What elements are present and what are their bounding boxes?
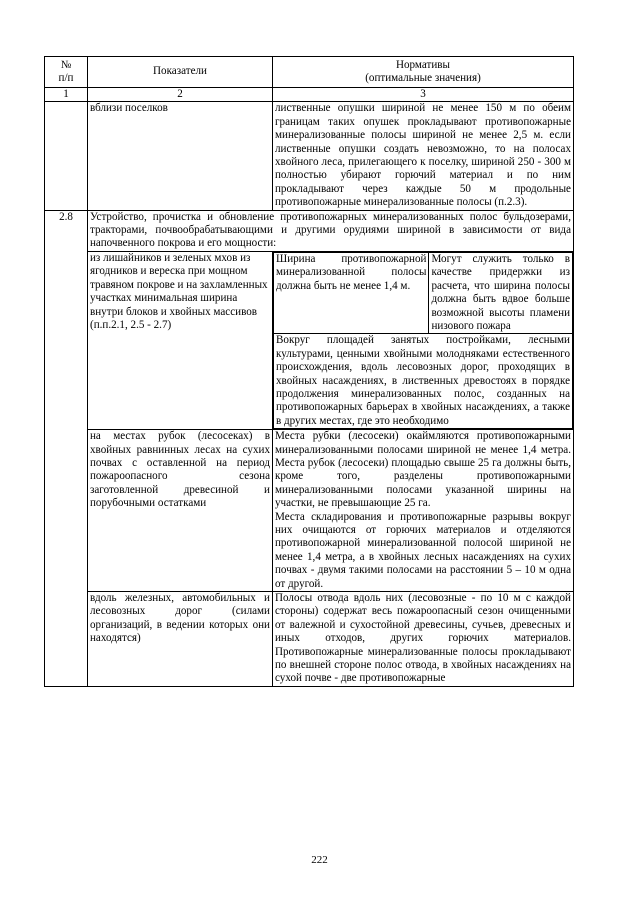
column-number-1: 1: [45, 88, 88, 102]
item-2-8-title-row: [45, 210, 574, 251]
item-2-8-sub3-row: [45, 592, 574, 687]
continued-number-cell: [45, 102, 88, 210]
header-norms-line2: (оптимальные значения): [365, 72, 481, 84]
page-number: 222: [311, 854, 328, 866]
norms-table: [44, 56, 574, 687]
sub1-norm-right: Могут служить только в качестве придержки из расчета, что ширина полосы должна быть вдвое больше возможной высоты пламени низового пожара: [429, 252, 573, 333]
header-indicators: Показатели: [153, 65, 207, 78]
item-2-8-sub1-row: [45, 251, 574, 429]
header-row: [45, 57, 574, 88]
header-norms-cell: [273, 57, 574, 88]
sub1-norm-left: Ширина противопожарной минерализованной полосы должна быть не менее 1,4 м.: [274, 252, 429, 333]
sub2-norm-cell: [273, 430, 574, 592]
sub2-indicator: на местах рубок (лесосеках) в хвойных равнинных лесах на сухих почвах с оставленной на период пожароопасного сезона заготовленной древесиной и порубочными остатками: [88, 430, 273, 592]
continued-indicator: вблизи поселков: [88, 102, 273, 210]
sub1-norm-top-row: [274, 252, 573, 333]
column-number-3: 3: [273, 88, 574, 102]
sub1-norm-bottom: Вокруг площадей занятых постройками, лесными культурами, ценными хвойными молодняками естественного происхождения, вдоль лесовозных дорог, проходящих в хвойных насаждениях, в лиственных древостоях в порядке продолжения минерализованных полос, созданных на противопожарных барьерах в хвойных насаждениях, а также в других местах, где это необходимо: [274, 334, 573, 429]
item-2-8-number: 2.8: [45, 210, 88, 686]
item-2-8-title: Устройство, прочистка и обновление противопожарных минерализованных полос бульдозерами, тракторами, почвообрабатывающими и другими орудиями шириной в зависимости от вида напочвенного покрова и его мощности:: [88, 210, 574, 251]
sub2-norm-paragraph-2: Места складирования и противопожарные разрывы вокруг них очищаются от горючих материалов и отделяются противопожарной минерализованной полосой шириной не менее 1,4 метра, а в хвойных лесных насаждениях на сухих почвах - двумя такими полосами на расстоянии 5 – 10 м одна от другой.: [275, 510, 571, 590]
column-number-2: 2: [88, 88, 273, 102]
item-2-8-sub2-row: [45, 430, 574, 592]
header-number-cell: [45, 57, 88, 88]
header-number-line2: п/п: [58, 72, 74, 84]
continued-norm: лиственные опушки шириной не менее 150 м по обеим границам таких опушек прокладывают противопожарные минерализованные полосы шириной не менее 2,5 м. если лиственные опушки создать невозможно, то на полосах хвойного леса, прилегающего к поселку, шириной 250 - 300 м полностью убирают горючий материал и по ним прокладывают через каждые 50 м продольные противопожарные минерализованные полосы (п.2.3).: [273, 102, 574, 210]
sub1-norm-bottom-row: [274, 334, 573, 429]
sub1-norm-split: [273, 252, 573, 429]
header-number-line1: №: [60, 58, 72, 71]
header-indicators-cell: [88, 57, 273, 88]
header-norms-line1: Нормативы: [396, 58, 450, 71]
continued-row: [45, 102, 574, 210]
sub3-indicator: вдоль железных, автомобильных и лесовозных дорог (силами организаций, в ведении которых они находятся): [88, 592, 273, 687]
sub3-norm: Полосы отвода вдоль них (лесовозные - по 10 м с каждой стороны) содержат весь пожароопасный сезон очищенными от валежной и сухостойной древесины, сучьев, древесных и иных отходов, других горючих материалов. Противопожарные минерализованные полосы прокладывают по внешней стороне полос отвода, в хвойных насаждениях на сухой почве - две противопожарные: [273, 592, 574, 687]
sub1-indicator: из лишайников и зеленых мхов из ягодников и вереска при мощном травяном покрове и на захламленных участках минимальная ширина внутри блоков и хвойных массивов (п.п.2.1, 2.5 - 2.7): [88, 251, 273, 429]
sub2-norm-paragraph-1: Места рубки (лесосеки) окаймляются противопожарными минерализованными полосами шириной не менее 1,4 метра. Места рубок (лесосеки) площадью свыше 25 га должны быть, кроме того, разделены противопожарными минерализованными полосами указанной ширины на участки, не превышающие 25 га.: [275, 430, 571, 510]
sub1-norm-cell: [273, 251, 574, 429]
column-number-row: [45, 88, 574, 102]
